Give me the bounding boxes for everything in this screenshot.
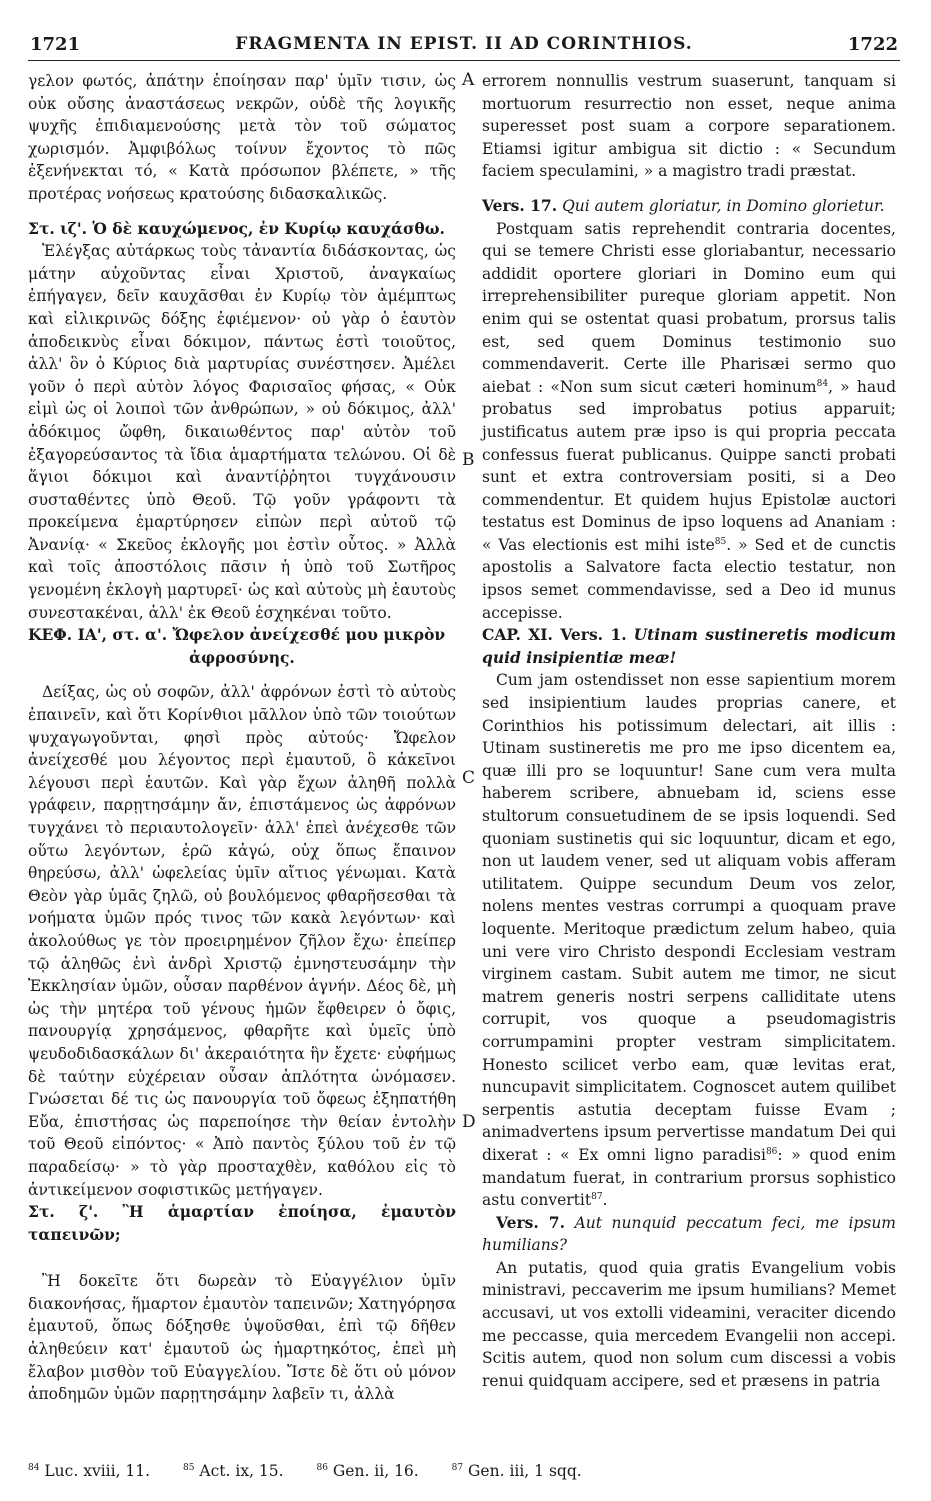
page-number-right: 1722 — [847, 34, 898, 55]
greek-paragraph: Ἐλέγξας αὐτάρκως τοὺς τἀναντία διδάσκοντας, ὡς μάτην αὐχοῦντας εἶναι Χριστοῦ, ἀναγκαίως ἐπήγαγεν, δεῖν καυχᾶσθαι ἐν Κυρίῳ τὸν ἀμέμπτως καὶ εἰλικρινῶς δόξης ἐφιέμενον· οὐ γὰρ ὁ ἑαυτὸν ἀποδεικνὺς εἶναι δόκιμον, πάντως ἐστὶ τοιοῦτος, ἀλλ' ὃν ὁ Κύριος διὰ μαρτυρίας συνέστησεν. Ἀμέλει γοῦν ὁ περὶ αὐτὸν λόγος Φαρισαῖος φήσας, « Οὐκ εἰμὶ ὡς οἱ λοιποὶ τῶν ἀνθρώπων, » οὐ δόκιμος, ἀλλ' ἀδόκιμος ὤφθη, δικαιωθέντος παρ' αὐτὸν τοῦ ἐξαγορεύσαντος τὰ ἴδια ἁμαρτήματα τελώνου. Οἱ δὲ ἅγιοι δόκιμοι καὶ ἀναντίῤῥητοι τυγχάνουσιν συσταθέντες ὑπὸ Θεοῦ. Τῷ γοῦν γράφοντι τὰ προκείμενα ἐμαρτύρησεν εἰπὼν περὶ αὐτοῦ τῷ Ἀνανίᾳ· « Σκεῦος ἐκλογῆς μοι ἐστὶν οὗτος. » Ἀλλὰ καὶ τοῖς ἀποστόλοις πᾶσιν ἡ ὑπὸ τοῦ Σωτῆρος γενομένη ἐκλογὴ μαρτυρεῖ· ὡς καὶ αὐτοὺς μὴ ἑαυτοὺς συνεστακέναι, ἀλλ' ἐκ Θεοῦ ἐσχηκέναι τοῦτο. — [28, 242, 456, 622]
footnote-ref: 86 — [765, 1146, 778, 1157]
greek-paragraph: γελον φωτός, ἀπάτην ἐποίησαν παρ' ὑμῖν τισιν, ὡς οὐκ οὔσης ἀναστάσεως νεκρῶν, οὐδὲ τῆς λογικῆς ψυχῆς ἐπιδιαμενούσης μετὰ τὸν τοῦ σώματος χωρισμόν. Ἀμφιβόλως τοίνυν ἔχοντος τὸ πῶς ἐξενήνεκται τό, « Κατὰ πρόσωπον βλέπετε, » τῆς προτέρας νοήσεως κρατούσης διδασκαλικῶς. — [28, 72, 456, 203]
page-number-left: 1721 — [30, 34, 81, 55]
greek-verse-heading: Στ. ζ'. Ἢ ἁμαρτίαν ἐποίησα, ἐμαυτὸν ταπεινῶν; — [28, 1202, 456, 1244]
greek-verse-heading: Στ. ιζ'. Ὁ δὲ καυχώμενος, ἐν Κυρίῳ καυχάσθω. — [28, 218, 445, 238]
latin-paragraph: errorem nonnullis vestrum suaserunt, tanquam si mortuorum resurrectio non esset, neque anima superesset post suam a corpore separationem. Etiamsi igitur ambigua sit dictio : « Secundum faciem speculamini, » a magistro tradi præstat. — [482, 72, 896, 181]
footnote: $^{86}$ Gen. ii, 16. — [316, 1462, 419, 1480]
latin-chapter-label: CAP. XI. Vers. 1. — [482, 625, 627, 645]
margin-marker-b: B — [462, 450, 475, 470]
latin-verse-label: Vers. 7. — [496, 1212, 565, 1232]
page-header — [28, 30, 900, 61]
margin-marker-c: C — [462, 768, 476, 788]
latin-verse-label: Vers. 17. — [482, 195, 558, 215]
footnote: $^{87}$ Gen. iii, 1 sqq. — [451, 1462, 582, 1480]
greek-paragraph: Δείξας, ὡς οὐ σοφῶν, ἀλλ' ἀφρόνων ἐστὶ τὸ αὐτοὺς ἐπαινεῖν, καὶ ὅτι Κορίνθιοι μᾶλλον ὑπὸ τῶν τοιούτων ψυχαγωγοῦνται, φησὶ πρὸς αὐτούς· Ὤφελον ἀνείχεσθέ μου λέγοντος περὶ ἐμαυτοῦ, ὃ κἀκεῖνοι λέγουσι περὶ ἑαυτῶν. Καὶ γὰρ ἔχων ἀληθῆ πολλὰ γράφειν, παρῃτησάμην ἄν, ἐπιστάμενος ὡς ἀφρόνων τυγχάνει τὸ περιαυτολογεῖν· ἀλλ' ἐπεὶ ἀνέχεσθε τῶν οὕτω λεγόντων, ἐρῶ κἀγώ, οὐχ ὅπως ἔπαινον θηρεύσω, ἀλλ' ὠφελείας ὑμῖν αἴτιος γένωμαι. Κατὰ Θεὸν γὰρ ὑμᾶς ζηλῶ, οὐ βουλόμενος φθαρῆσεσθαι τὰ νοήματα ὑμῶν πρός τινος τῶν κακὰ λεγόντων· καὶ ἀκολούθως γε τὸν προειρημένον ζῆλον ἔχω· ἐπείπερ τῷ ἀληθῶς ἑνὶ ἀνδρὶ Χριστῷ ἐμνηστευσάμην τὴν Ἐκκλησίαν ὑμῶν, οὖσαν παρθένον ἁγνήν. Δέος δὲ, μὴ ὡς τὴν μητέρα τοῦ γένους ἡμῶν ἔφθειρεν ὁ ὄφις, πανουργίᾳ χρησάμενος, φθαρῆτε καὶ ὑμεῖς ὑπὸ ψευδοδιδασκάλων δι' ἀκεραιότητα ἣν ἔχετε· εὐφήμως δὲ ταύτην εὐχέρειαν οὖσαν ἁπλότητα ὠνόμασεν. Γνώσεται δέ τις ὡς πανουργία τοῦ ὄφεως ἐξηπατήθη Εὔα, ἐπιστήσας ὡς παρεποίησε τὴν θείαν ἐντολὴν τοῦ Θεοῦ εἰπόντος· « Ἀπὸ παντὸς ξύλου τοῦ ἐν τῷ παραδείσῳ· » τὸ γὰρ προσταχθὲν, καθόλου εἰς τὸ ἀντικείμενον σοφιστικῶς μετήγαγεν. — [28, 683, 456, 1199]
latin-chapter-text: Utinam sustineretis modicum quid insipientiæ meæ! — [482, 625, 896, 667]
latin-verse-text: Aut nunquid peccatum feci, me ipsum humilians? — [482, 1213, 896, 1255]
footnotes — [28, 1462, 900, 1480]
greek-column — [28, 70, 456, 1501]
footnote-ref: 84 — [816, 378, 829, 389]
margin-marker-d: D — [462, 1112, 476, 1132]
latin-paragraph: An putatis, quod quia gratis Evangelium vobis ministravi, peccaverim me ipsum humilians? Memet accusavi, ut vos extolli videamini, veraciter dicendo me peccasse, quia mercedem Evangelii non accepi. Scitis autem, quod non solum cum discessi a vobis renui quidquam accipere, sed et præsens in patria — [482, 1258, 896, 1390]
greek-paragraph: Ἢ δοκεῖτε ὅτι δωρεὰν τὸ Εὐαγγέλιον ὑμῖν διακονήσας, ἥμαρτον ἐμαυτὸν ταπεινῶν; Χατηγόρησα ἐμαυτοῦ, ὅπως δόξησθε ὑψοῦσθαι, ἐπὶ τῷ δῆθεν ἀληθεύειν κατ' ἐμαυτοῦ ὡς ἡμαρτηκότος, ἐπεὶ μὴ ἔλαβον μισθὸν τοῦ Εὐαγγελίου. Ἴστε δὲ ὅτι οὐ μόνον ἀποδημῶν ὑμῶν παρῃτησάμην λαβεῖν τι, ἀλλὰ — [28, 1272, 456, 1404]
margin-marker-a: A — [462, 70, 475, 90]
footnote-ref: 85 — [714, 536, 727, 547]
footnote-ref: 87 — [591, 1191, 603, 1202]
latin-paragraph: Cum jam ostendisset non esse sapientium morem sed insipientium laudes proprias canere, et Corinthios his potissimum delectari, ait illis : Utinam sustineretis me pro me ipso dicentem ea, quæ illi pro se loquuntur! Sane cum vera multa haberem scribere, abnuebam id, sciens esse stultorum consuetudinem de se ipsis loquendi. Sed quoniam sustinetis qui sic loquuntur, dicam et ego, non ut laudem vener, sed ut aliquam vobis afferam utilitatem. Quippe secundum Deum vos zelor, nolens mentes vestras corrumpi a quoquam prave loquente. Meritoque prædictum zelum habeo, quia uni vere viro Christo despondi Ecclesiam vestram virginem castam. Subit autem me timor, ne sicut matrem generis nostri serpens calliditate utens corrupit, vos quoque a pseudomagistris corrumpamini propter vestram simplicitatem. Honesto scilicet verbo eam, quæ levitas erat, nuncupavit simplicitatem. Cognoscet autem quilibet serpentis astutia deceptam fuisse Evam ; animadvertens ipsum pervertisse mandatum Dei qui dixerat : « Ex omni ligno paradisi$^{86}$: » quod enim mandatum fuerat, in contrarium prorsus sophistico astu convertit$^{87}$. — [482, 671, 896, 1210]
greek-chapter-heading-cont: ἀφροσύνης. — [189, 647, 295, 667]
footnote: $^{84}$ Luc. xviii, 11. — [28, 1462, 151, 1480]
latin-verse-text: Qui autem gloriatur, in Domino glorietur. — [562, 196, 885, 215]
latin-column — [482, 70, 896, 1501]
latin-paragraph: Postquam satis reprehendit contraria docentes, qui se temere Christi esse gloriabantur, necessario addidit oportere gloriari in Domino eum qui irreprehensibiliter pureque gloriam appetit. Non enim qui se ostentat quasi probatum, prorsus talis est, sed quem Dominus testimonio suo commendaverit. Certe ille Pharisæi sermo quo aiebat : «Non sum sicut cæteri hominum$^{84}$, » haud probatus sed improbatus potius apparuit; justificatus autem præ ipso is qui propria peccata confessus fuerat publicanus. Quippe sancti probati sunt et extra controversiam positi, si a Deo commendentur. Et quidem hujus Epistolæ auctori testatus est Dominus de ipso loquens ad Ananiam : « Vas electionis est mihi iste$^{85}$. » Sed et de cunctis apostolis a Salvatore facta electio testatur, non ipsos semet commendavisse, sed a Deo id munus accepisse. — [482, 219, 896, 622]
greek-chapter-heading: ΚΕΦ. ΙΑ', στ. α'. Ὤφελον ἀνείχεσθέ μου μικρὸν — [28, 625, 446, 645]
running-title: FRAGMENTA IN EPIST. II AD CORINTHIOS. — [235, 34, 693, 54]
footnote: $^{85}$ Act. ix, 15. — [183, 1462, 284, 1480]
